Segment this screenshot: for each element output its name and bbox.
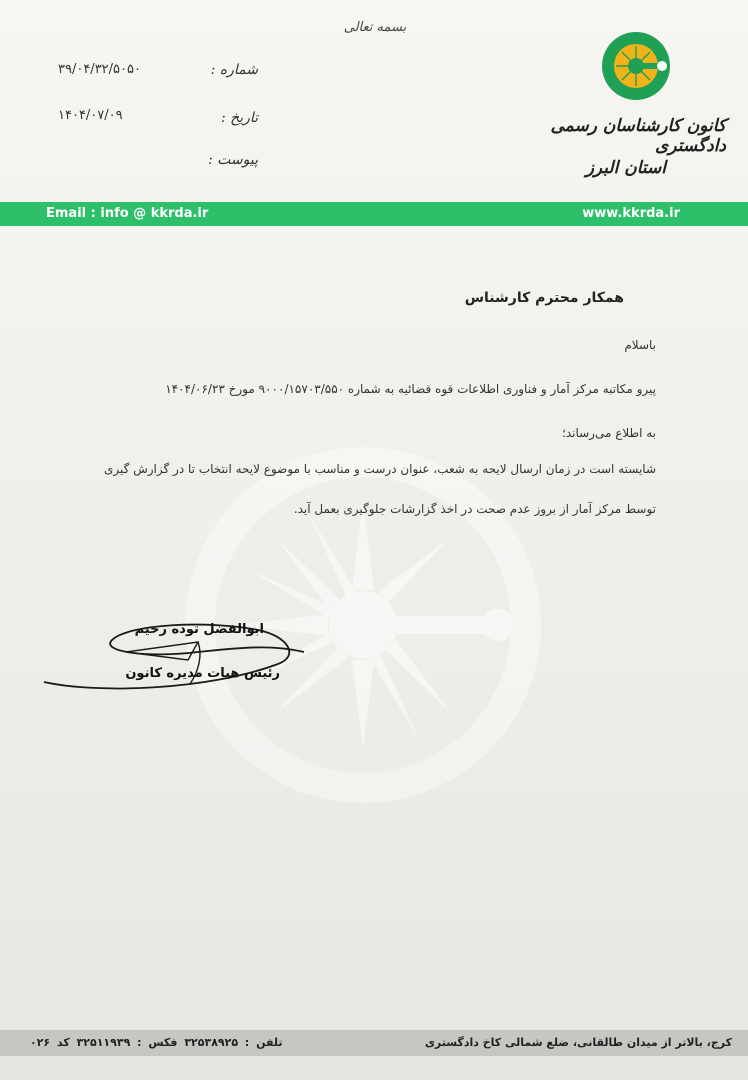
- organization-logo-icon: [600, 30, 672, 102]
- footer-address: کرج، بالاتر از میدان طالقانی، ضلع شمالی کاخ دادگستری: [424, 1036, 732, 1049]
- number-value: ۳۹/۰۴/۳۲/۵۰۵۰: [58, 62, 141, 77]
- signatory-name: ابوالفضل توده رحیم: [134, 622, 264, 637]
- attachment-label: پیوست :: [208, 152, 258, 168]
- date-label: تاریخ :: [220, 110, 258, 126]
- letter-line-1: پیرو مکاتبه مرکز آمار و فناوری اطلاعات قوه قضائیه به شماره ۹۰۰۰/۱۵۷۰۳/۵۵۰ مورخ ۱۴۰۴/۰۶/۲۳: [165, 382, 656, 396]
- letter-addressee: همکار محترم کارشناس: [464, 290, 624, 306]
- organization-province: استان البرز: [585, 158, 666, 178]
- letter-line-2: به اطلاع می‌رساند؛: [562, 426, 656, 440]
- number-label: شماره :: [210, 62, 258, 78]
- organization-name: کانون کارشناسان رسمی دادگستری: [550, 116, 726, 156]
- letter-line-3: شایسته است در زمان ارسال لایحه به شعب، عنوان درست و مناسب با موضوع لایحه انتخاب تا در گزارش گیری: [103, 462, 656, 476]
- letter-greeting: باسلام: [624, 338, 656, 352]
- footer-bar: [0, 1030, 748, 1056]
- contact-band: [0, 202, 748, 226]
- signatory-title: رئیس هیات مدیره کانون: [125, 666, 280, 681]
- letter-line-4: توسط مرکز آمار از بروز عدم صحت در اخذ گزارشات جلوگیری بعمل آید.: [293, 502, 656, 516]
- email-text: Email : info @ kkrda.ir: [46, 206, 209, 221]
- date-value: ۱۴۰۴/۰۷/۰۹: [58, 108, 123, 123]
- footer-phones: تلفن : ۳۲۵۳۸۹۲۵ فکس : ۳۲۵۱۱۹۳۹ کد ۰۲۶: [30, 1036, 283, 1049]
- website-text: www.kkrda.ir: [582, 206, 680, 221]
- basmala: بسمه تعالی: [343, 20, 407, 35]
